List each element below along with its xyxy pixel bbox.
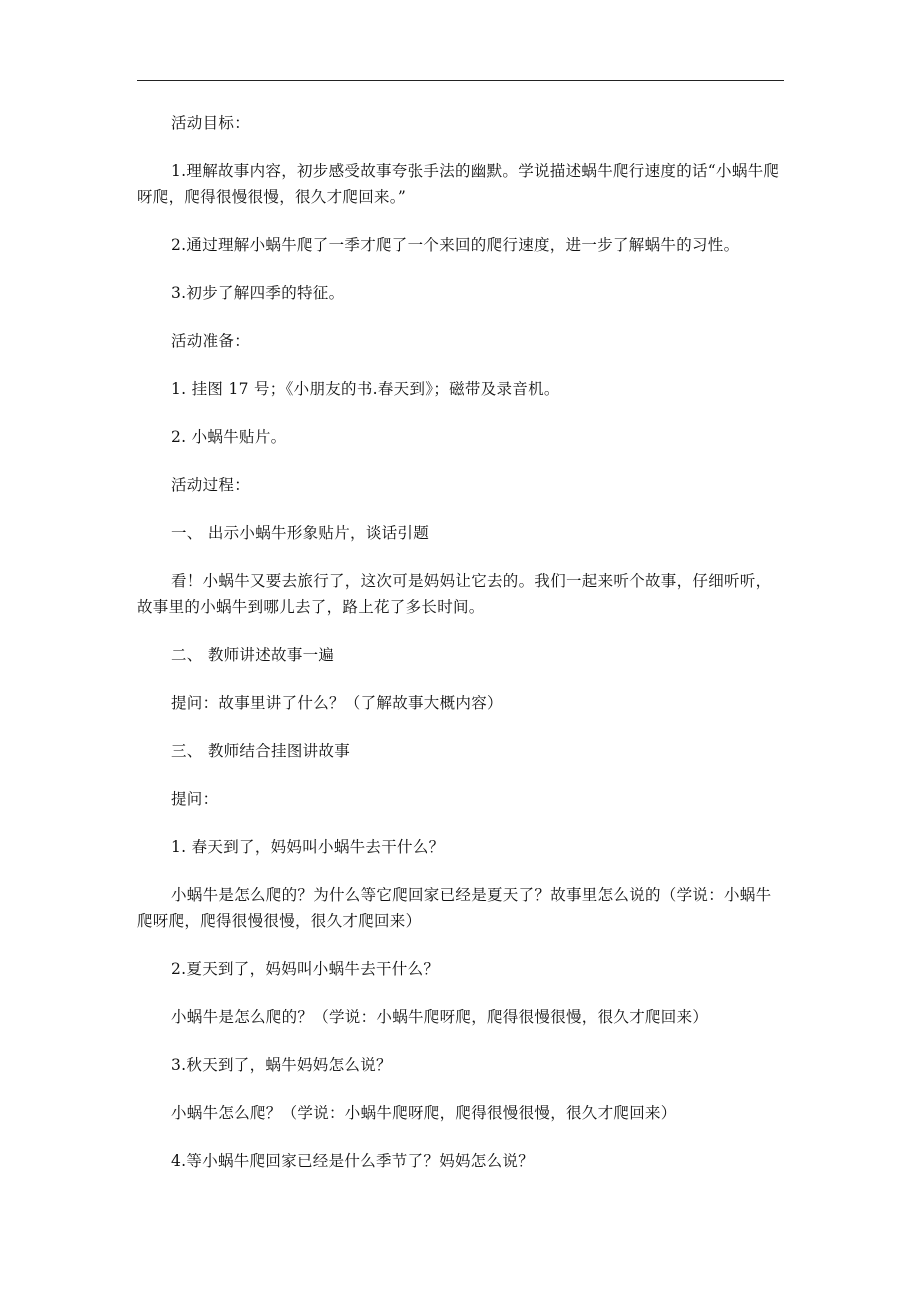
process-step-3-heading: 三、 教师结合挂图讲故事 bbox=[171, 742, 351, 760]
process-step-1-heading: 一、 出示小蜗牛形象贴片，谈话引题 bbox=[171, 524, 430, 542]
question-item-2: 2.夏天到了，妈妈叫小蜗牛去干什么？ bbox=[171, 960, 440, 978]
section-heading-preparation: 活动准备： bbox=[171, 332, 251, 350]
question-item-4: 4.等小蜗牛爬回家已经是什么季节了？妈妈怎么说？ bbox=[171, 1152, 534, 1170]
question-label: 提问： bbox=[171, 790, 219, 808]
process-step-1-text: 看！小蜗牛又要去旅行了，这次可是妈妈让它去的。我们一起来听个故事，仔细听听，故事里的小蜗牛到哪儿去了，路上花了多长时间。 bbox=[137, 572, 772, 616]
preparation-item-1: 1. 挂图 17 号；《小朋友的书.春天到》；磁带及录音机。 bbox=[171, 380, 560, 398]
goal-item-2: 2.通过理解小蜗牛爬了一季才爬了一个来回的爬行速度，进一步了解蜗牛的习性。 bbox=[171, 236, 740, 254]
preparation-item-2: 2. 小蜗牛贴片。 bbox=[171, 428, 287, 446]
header-rule bbox=[137, 80, 784, 81]
goal-item-1: 1.理解故事内容，初步感受故事夸张手法的幽默。学说描述蜗牛爬行速度的话“小蜗牛爬呀爬，爬得很慢很慢，很久才爬回来。” bbox=[137, 162, 780, 206]
section-heading-goals: 活动目标： bbox=[171, 114, 251, 132]
goal-item-3: 3.初步了解四季的特征。 bbox=[171, 284, 345, 302]
question-item-3-detail: 小蜗牛怎么爬？（学说：小蜗牛爬呀爬，爬得很慢很慢，很久才爬回来） bbox=[171, 1104, 677, 1122]
question-item-1: 1. 春天到了，妈妈叫小蜗牛去干什么？ bbox=[171, 838, 445, 856]
question-item-2-detail: 小蜗牛是怎么爬的？（学说：小蜗牛爬呀爬，爬得很慢很慢，很久才爬回来） bbox=[171, 1008, 709, 1026]
process-step-2-question: 提问：故事里讲了什么？（了解故事大概内容） bbox=[171, 694, 503, 712]
question-item-1-detail: 小蜗牛是怎么爬的？为什么等它爬回家已经是夏天了？故事里怎么说的（学说：小蜗牛爬呀爬，爬得很慢很慢，很久才爬回来） bbox=[137, 886, 772, 930]
process-step-2-heading: 二、 教师讲述故事一遍 bbox=[171, 646, 335, 664]
section-heading-process: 活动过程： bbox=[171, 476, 251, 494]
document-body bbox=[137, 110, 784, 1196]
question-item-3: 3.秋天到了，蜗牛妈妈怎么说？ bbox=[171, 1056, 392, 1074]
